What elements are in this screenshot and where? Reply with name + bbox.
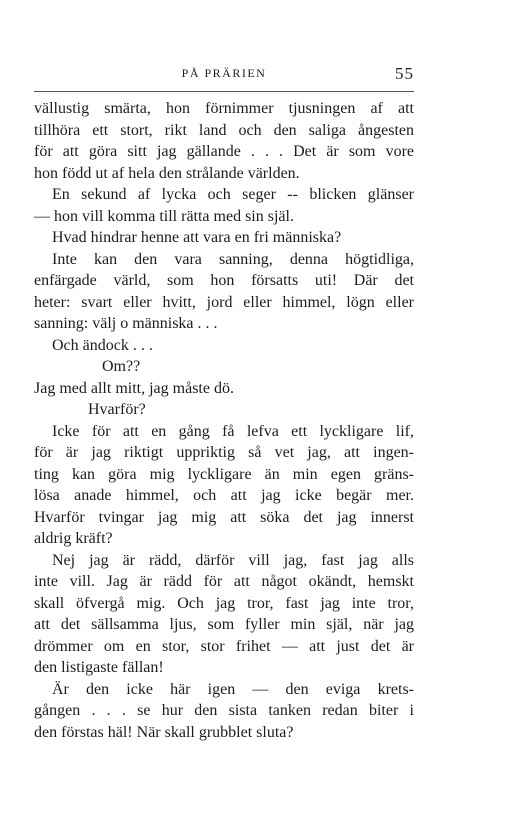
text-line: Inte kan den vara sanning, denna högtidliga, xyxy=(52,250,414,268)
text-line: Hvarför? xyxy=(88,401,146,418)
text-line: — hon vill komma till rätta med sin själ. xyxy=(34,207,294,225)
text-line: den listigaste fällan! xyxy=(34,659,164,676)
text-line: Om?? xyxy=(102,358,141,375)
text-line: inte vill. Jag är rädd för att något okändt, hemskt xyxy=(34,573,414,590)
text-line: Hvad hindrar henne att vara en fri människa? xyxy=(52,229,342,246)
text-line: Är den icke här igen — den eviga krets- xyxy=(52,680,414,698)
text-line: gången . . . se hur den sista tanken redan biter i xyxy=(34,702,414,719)
text-line: Jag med allt mitt, jag måste dö. xyxy=(34,379,234,397)
page-number: 55 xyxy=(395,64,414,83)
body-text xyxy=(34,98,414,743)
header-divider xyxy=(34,91,414,92)
text-line: heter: svart eller hvitt, jord eller himmel, lögn eller xyxy=(34,293,414,311)
text-line: hon född ut af hela den strålande världen. xyxy=(34,164,300,182)
text-line: den förstas häl! När skall grubblet sluta? xyxy=(34,723,294,741)
text-line: lösa anade himmel, och att jag icke begär mer. xyxy=(34,487,414,504)
text-line: Hvarför tvingar jag mig att söka det jag innerst xyxy=(34,508,414,526)
running-head xyxy=(34,64,414,86)
text-line: enfärgade värld, som hon försatts uti! Där det xyxy=(34,272,414,289)
running-title: PÅ PRÄRIEN xyxy=(181,66,267,80)
text-line: skall öfvergå mig. Och jag tror, fast jag inte tror, xyxy=(34,594,414,612)
text-line: Nej jag är rädd, därför vill jag, fast jag alls xyxy=(52,551,414,569)
text-line: för att göra sitt jag gällande . . . Det är som vore xyxy=(34,143,414,160)
text-line: aldrig kräft? xyxy=(34,530,113,547)
text-line: för är jag riktigt uppriktig så vet jag, att ingen- xyxy=(34,444,414,461)
text-line: sanning: välj o människa . . . xyxy=(34,315,218,332)
text-line: ting kan göra mig lyckligare än min egen gräns- xyxy=(34,465,414,483)
text-line: tillhöra ett stort, rikt land och den saliga ångesten xyxy=(34,121,414,139)
text-line: vällustig smärta, hon förnimmer tjusningen af att xyxy=(34,100,414,117)
text-line: Icke för att en gång få lefva ett lyckligare lif, xyxy=(52,422,414,440)
text-line: En sekund af lycka och seger -- blicken glänser xyxy=(52,186,414,203)
text-line: drömmer om en stor, stor frihet — att just det är xyxy=(34,637,414,655)
text-line: Och ändock . . . xyxy=(52,336,153,354)
text-line: att det sällsamma ljus, som fyller min själ, när jag xyxy=(34,616,414,633)
